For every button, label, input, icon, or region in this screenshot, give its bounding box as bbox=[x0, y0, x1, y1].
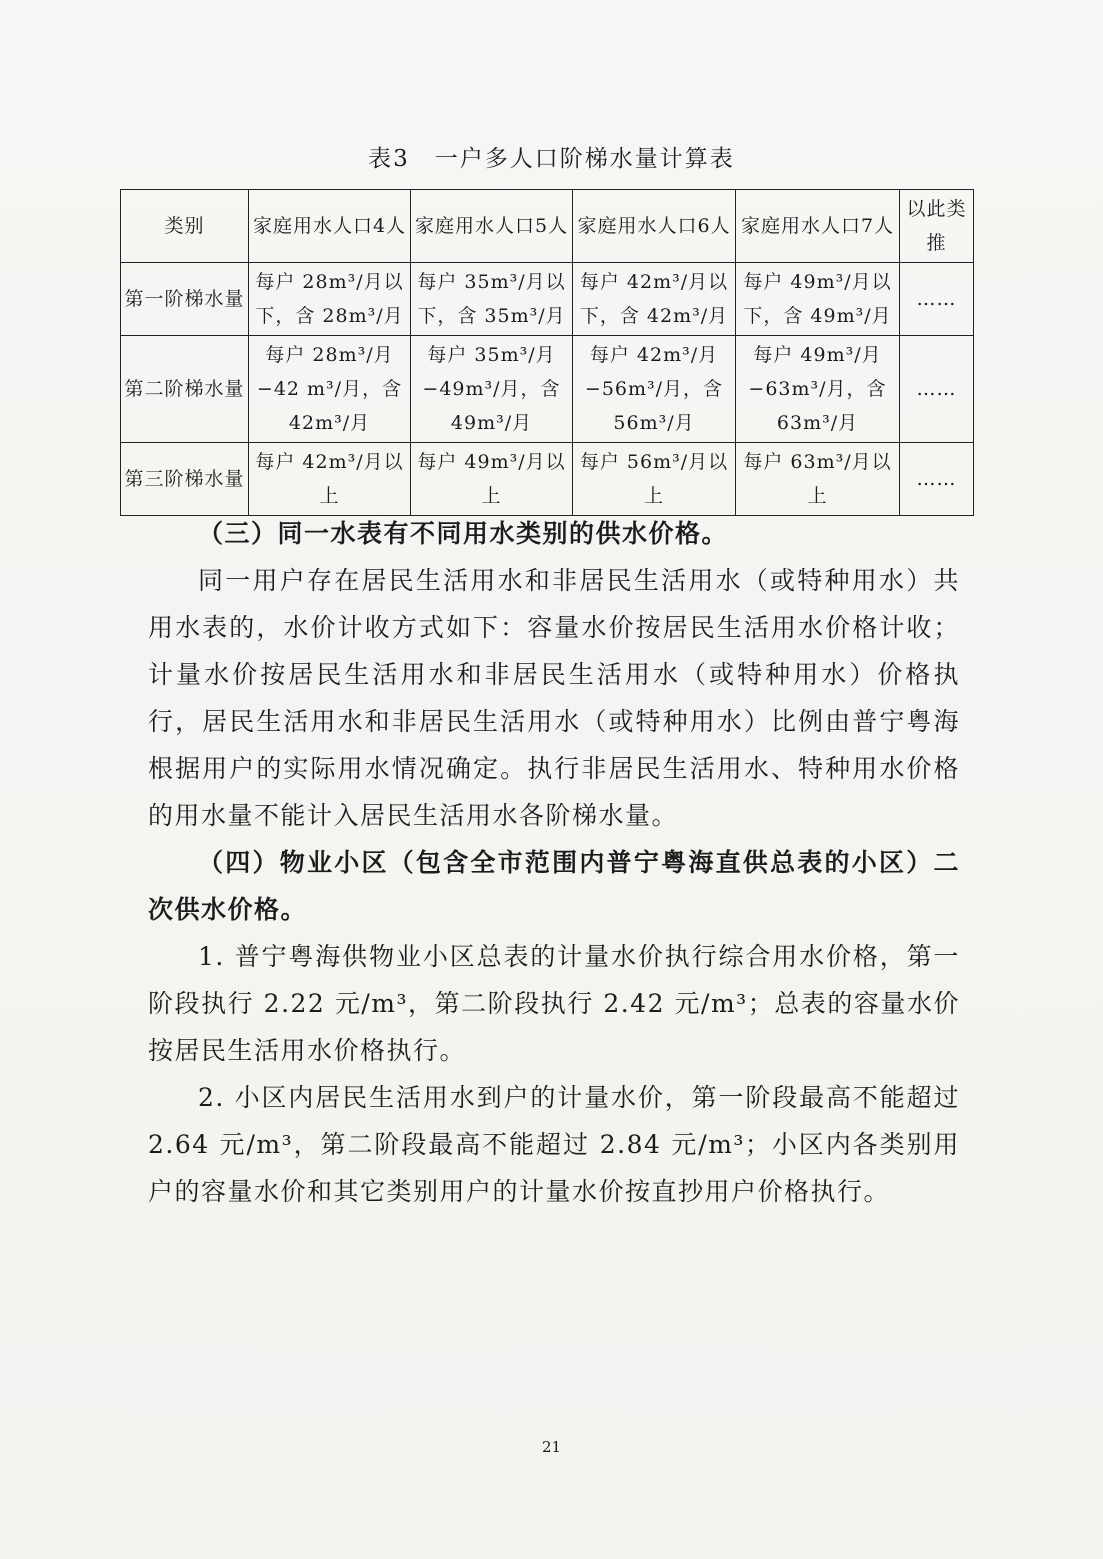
table-cell: 每户 28m³/月以下，含 28m³/月 bbox=[249, 263, 411, 336]
table-cell: …… bbox=[900, 336, 974, 443]
table-cell: 每户 63m³/月以上 bbox=[736, 443, 900, 516]
table-header-cell: 家庭用水人口5人 bbox=[411, 190, 573, 263]
table-cell: 每户 42m³/月−56m³/月，含56m³/月 bbox=[573, 336, 736, 443]
table-cell: 每户 35m³/月以下，含 35m³/月 bbox=[411, 263, 573, 336]
table-cell: 第一阶梯水量 bbox=[121, 263, 249, 336]
table-row bbox=[121, 336, 974, 443]
table-header-cell: 家庭用水人口6人 bbox=[573, 190, 736, 263]
table-header-cell: 家庭用水人口4人 bbox=[249, 190, 411, 263]
table-cell: 第三阶梯水量 bbox=[121, 443, 249, 516]
paragraph: 同一用户存在居民生活用水和非居民生活用水（或特种用水）共用水表的，水价计收方式如下：容量水价按居民生活用水价格计收；计量水价按居民生活用水和非居民生活用水（或特种用水）价格执行，居民生活用水和非居民生活用水（或特种用水）比例由普宁粤海根据用户的实际用水情况确定。执行非居民生活用水、特种用水价格的用水量不能计入居民生活用水各阶梯水量。 bbox=[148, 566, 960, 830]
table-header-cell: 类别 bbox=[121, 190, 249, 263]
table-cell: 每户 49m³/月−63m³/月，含63m³/月 bbox=[736, 336, 900, 443]
table-caption: 表3 一户多人口阶梯水量计算表 bbox=[368, 146, 735, 172]
table-row bbox=[121, 443, 974, 516]
table-cell: …… bbox=[900, 263, 974, 336]
page-number: 21 bbox=[541, 1438, 562, 1456]
table-cell: 每户 49m³/月以下，含 49m³/月 bbox=[736, 263, 900, 336]
table-row bbox=[121, 263, 974, 336]
table-cell: 每户 35m³/月−49m³/月，含49m³/月 bbox=[411, 336, 573, 443]
paragraph: 2. 小区内居民生活用水到户的计量水价，第一阶段最高不能超过 2.64 元/m³，第二阶段最高不能超过 2.84 元/m³；小区内各类别用户的容量水价和其它类别用户的计量水价按直抄用户价格执行。 bbox=[148, 1083, 960, 1206]
table-cell: 每户 49m³/月以上 bbox=[411, 443, 573, 516]
table-cell: 每户 28m³/月−42 m³/月，含42m³/月 bbox=[249, 336, 411, 443]
section-heading: （三）同一水表有不同用水类别的供水价格。 bbox=[198, 519, 729, 548]
paragraph: 1. 普宁粤海供物业小区总表的计量水价执行综合用水价格，第一阶段执行 2.22 元/m³，第二阶段执行 2.42 元/m³；总表的容量水价按居民生活用水价格执行。 bbox=[148, 942, 960, 1065]
table-header-row bbox=[121, 190, 974, 263]
table-cell: 每户 42m³/月以上 bbox=[249, 443, 411, 516]
table-cell: 第二阶梯水量 bbox=[121, 336, 249, 443]
tiered-water-table bbox=[120, 189, 974, 516]
table-cell: 每户 42m³/月以下，含 42m³/月 bbox=[573, 263, 736, 336]
table-cell: …… bbox=[900, 443, 974, 516]
table-header-cell: 家庭用水人口7人 bbox=[736, 190, 900, 263]
body-text bbox=[148, 510, 960, 1215]
table-header-cell: 以此类推 bbox=[900, 190, 974, 263]
table-cell: 每户 56m³/月以上 bbox=[573, 443, 736, 516]
section-heading: （四）物业小区（包含全市范围内普宁粤海直供总表的小区）二次供水价格。 bbox=[148, 848, 960, 924]
